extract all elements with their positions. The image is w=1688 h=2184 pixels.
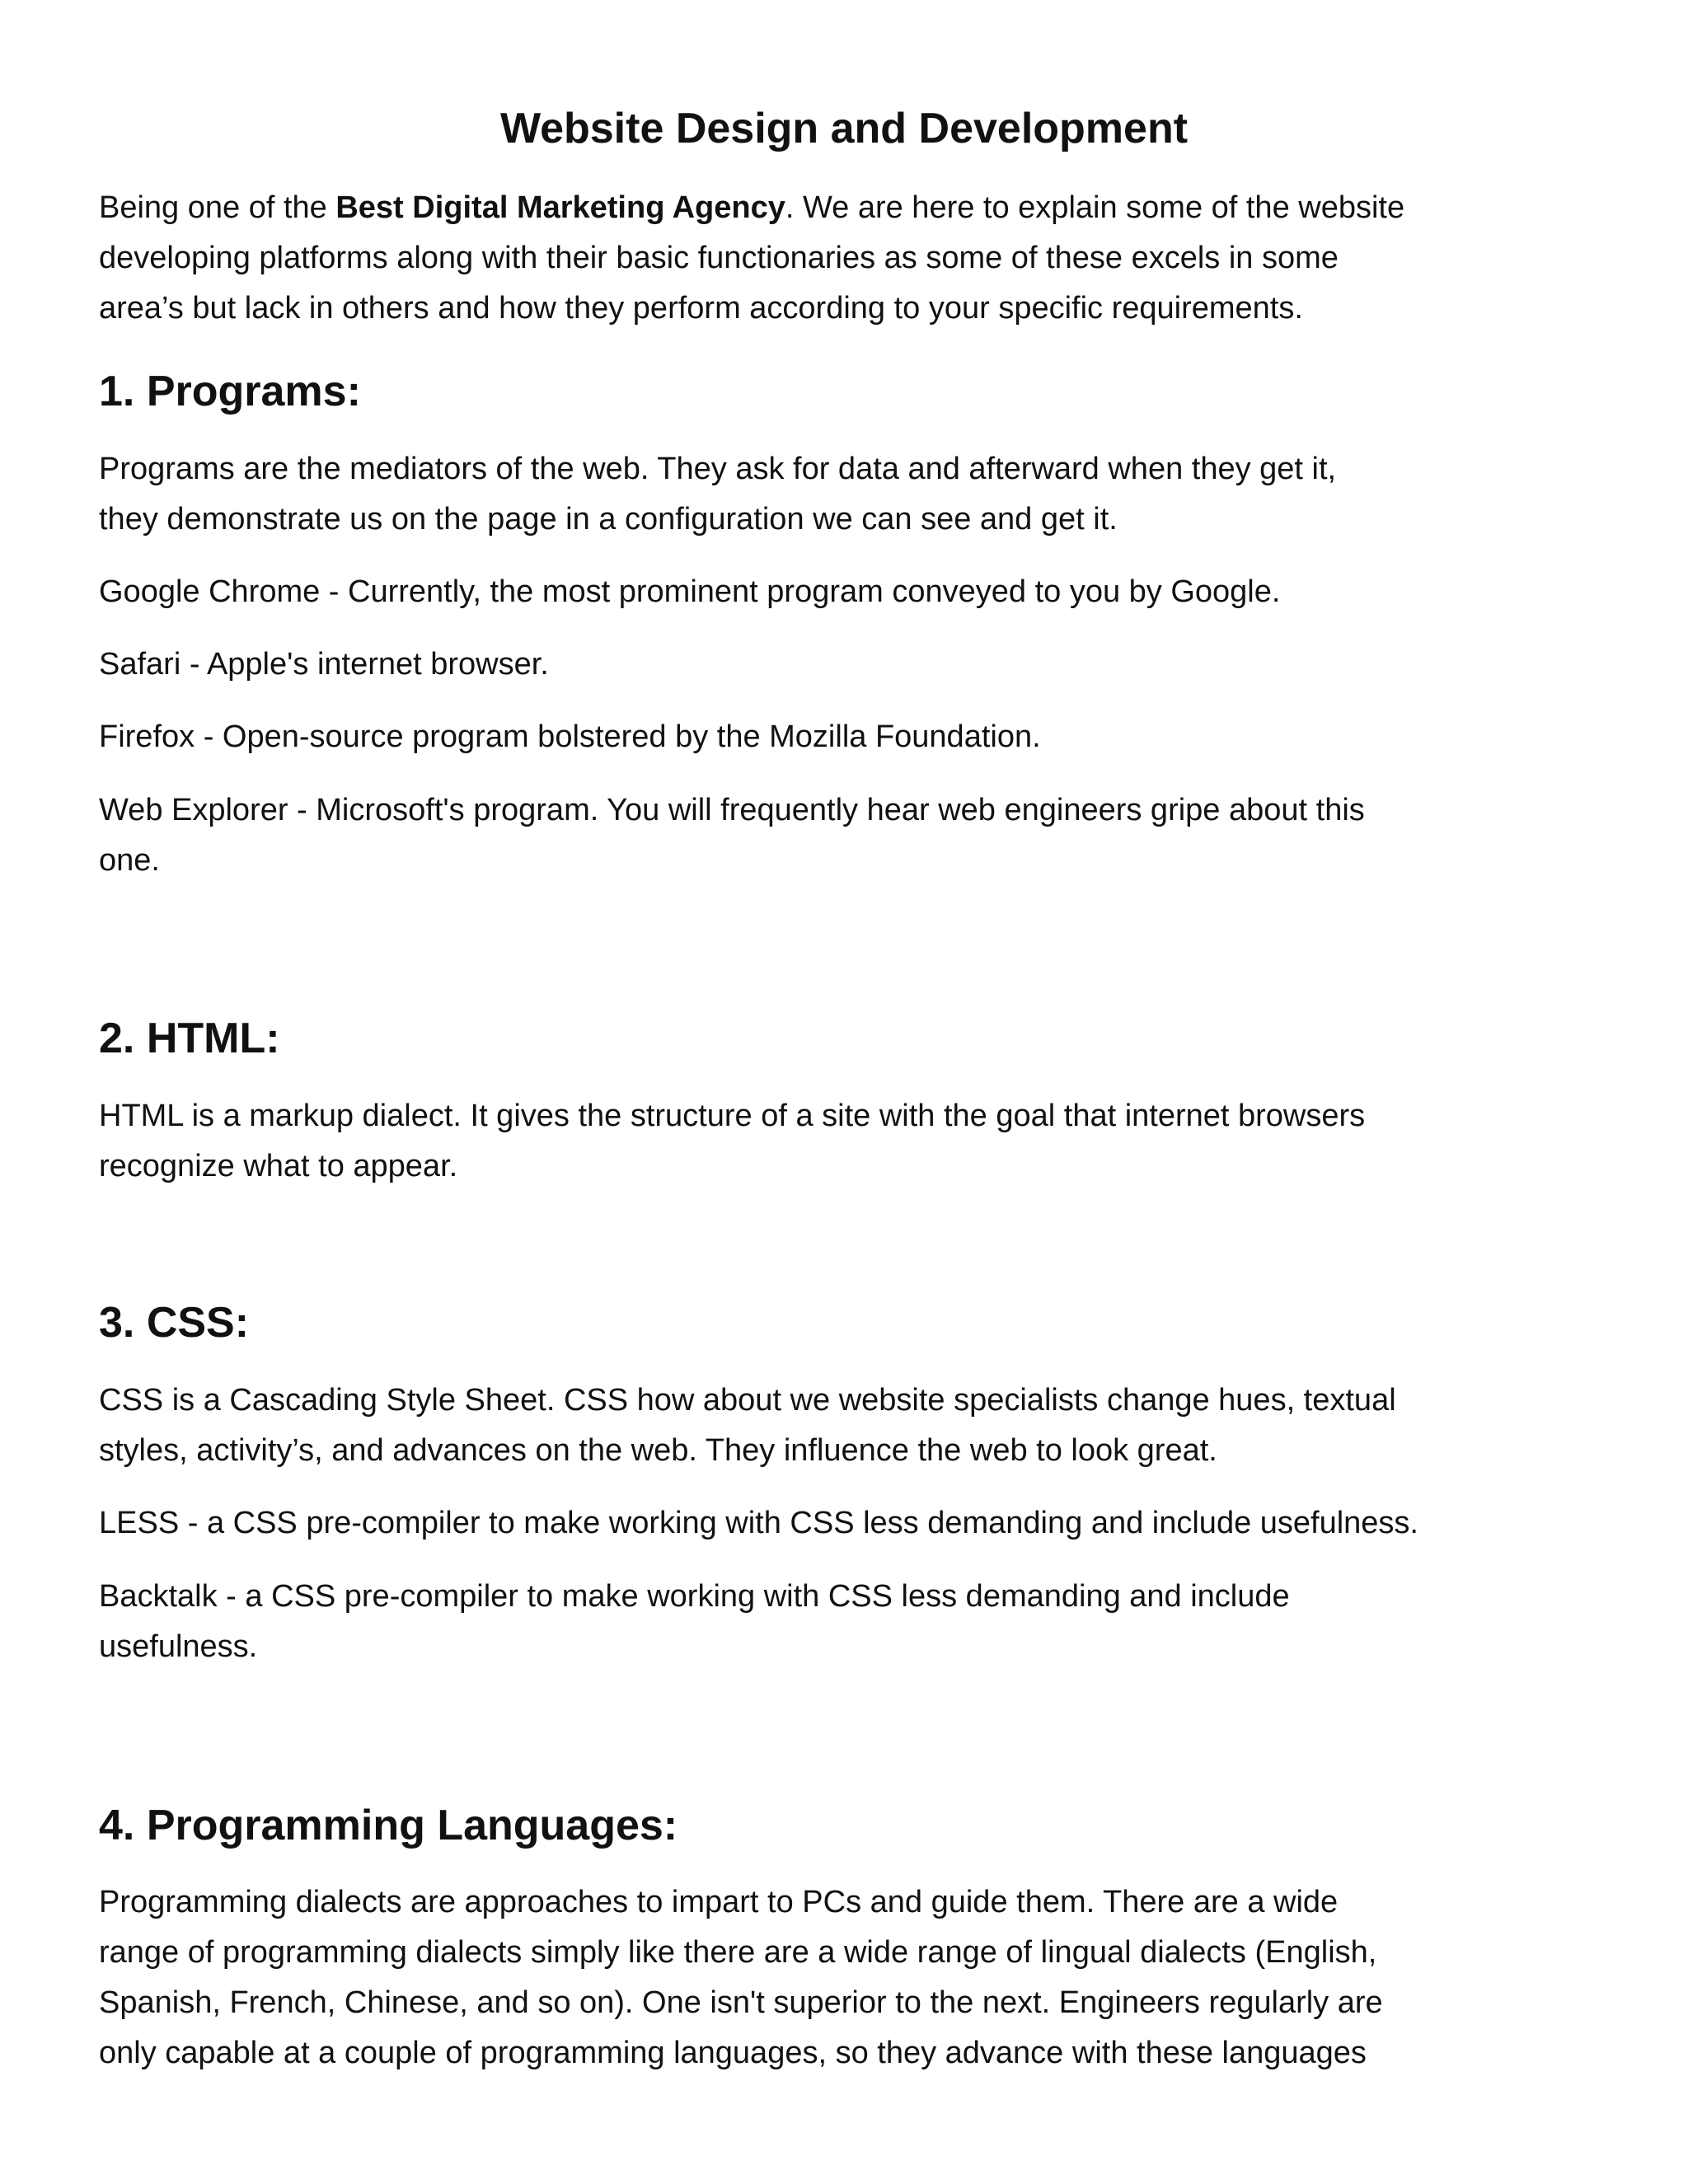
agency-name-bold: Best Digital Marketing Agency: [335, 190, 785, 225]
paragraph-line: only capable at a couple of programming languages, so they advance with these languages: [99, 2036, 1367, 2070]
section-heading-html: 2. HTML:: [99, 1015, 280, 1062]
paragraph-line: Safari - Apple's internet browser.: [99, 647, 549, 682]
google-chrome-item: [99, 567, 1566, 617]
css-definition-paragraph: [99, 1376, 1566, 1476]
intro-text-after: . We are here to explain some of the website: [785, 190, 1405, 225]
intro-line-3: area’s but lack in others and how they perform according to your specific requirements.: [99, 291, 1303, 326]
paragraph-line: styles, activity’s, and advances on the web. They influence the web to look great.: [99, 1433, 1217, 1468]
intro-line-1: [99, 183, 1566, 233]
paragraph-line: Programs are the mediators of the web. They ask for data and afterward when they get it,: [99, 452, 1337, 486]
intro-paragraph: [99, 183, 1566, 334]
firefox-item: [99, 712, 1566, 762]
section-heading-programming-languages: 4. Programming Languages:: [99, 1802, 678, 1849]
paragraph-line: Firefox - Open-source program bolstered by the Mozilla Foundation.: [99, 719, 1041, 754]
web-explorer-item: [99, 785, 1566, 886]
paragraph-line: recognize what to appear.: [99, 1149, 458, 1183]
paragraph-line: Spanish, French, Chinese, and so on). One isn't superior to the next. Engineers regularly are: [99, 1985, 1383, 2020]
paragraph-line: one.: [99, 843, 160, 878]
paragraph-line: HTML is a markup dialect. It gives the structure of a site with the goal that internet browsers: [99, 1099, 1366, 1133]
paragraph-line: Programming dialects are approaches to impart to PCs and guide them. There are a wide: [99, 1885, 1339, 1919]
paragraph-line: range of programming dialects simply like there are a wide range of lingual dialects (English,: [99, 1935, 1377, 1970]
paragraph-line: LESS - a CSS pre-compiler to make working with CSS less demanding and include usefulness.: [99, 1506, 1418, 1540]
section-heading-css: 3. CSS:: [99, 1299, 250, 1347]
paragraph-line: usefulness.: [99, 1629, 258, 1664]
html-definition-paragraph: [99, 1091, 1566, 1192]
intro-line-2: developing platforms along with their basic functionaries as some of these excels in some: [99, 241, 1339, 275]
paragraph-line: Web Explorer - Microsoft's program. You will frequently hear web engineers gripe about this: [99, 793, 1365, 827]
paragraph-line: Backtalk - a CSS pre-compiler to make working with CSS less demanding and include: [99, 1579, 1290, 1614]
programming-languages-paragraph: [99, 1877, 1566, 2079]
document-title: Website Design and Development: [499, 105, 1189, 152]
programs-definition-paragraph: [99, 444, 1566, 545]
paragraph-line: CSS is a Cascading Style Sheet. CSS how about we website specialists change hues, textual: [99, 1383, 1396, 1418]
less-item: [99, 1498, 1566, 1549]
paragraph-line: they demonstrate us on the page in a configuration we can see and get it.: [99, 502, 1118, 537]
backtalk-item: [99, 1572, 1566, 1672]
safari-item: [99, 640, 1566, 690]
paragraph-line: Google Chrome - Currently, the most prominent program conveyed to you by Google.: [99, 574, 1281, 609]
intro-text-before: Being one of the: [99, 190, 336, 225]
section-heading-programs: 1. Programs:: [99, 368, 361, 415]
